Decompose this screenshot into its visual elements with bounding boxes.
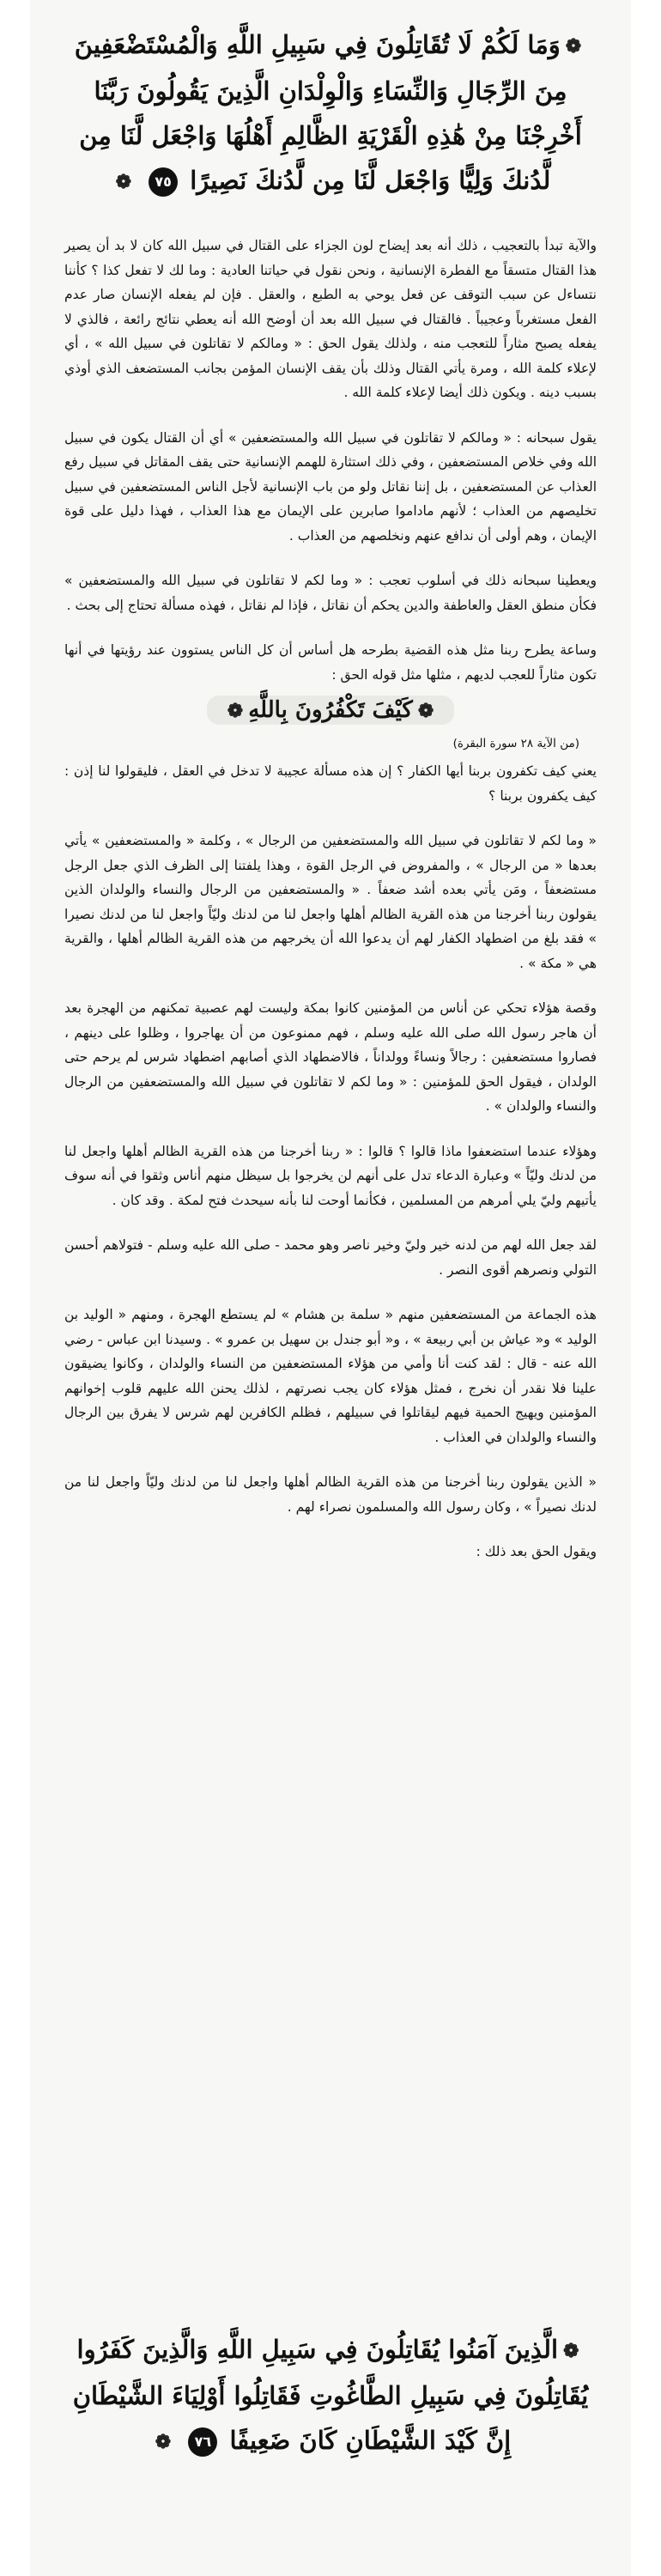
commentary-paragraph: وقصة هؤلاء تحكي عن أناس من المؤمنين كانوا بمكة وليست لهم عصبية تمكنهم من الهجرة بعد أن هاجر رسول الله صلى الله عليه وسلم ، فهم ممنوعون من أن يهاجروا ، وظلوا على دينهم ، فصاروا مستضعفين : رجالاً ونساءً وولداناً ، فالاضطهاد الذي أصابهم اضطهاد شرس لم يرحم حتى الولدان ، فيقول الحق للمؤمنين : « وما لكم لا تقاتلون في سبيل الله والمستضعفين من الرجال والنساء والولدان » . (64, 1000, 597, 1114)
quran-verse-bottom (30, 2327, 631, 2464)
verse-line (52, 2418, 609, 2464)
ornament-icon: ❁ (417, 700, 434, 722)
ornament-icon: ❁ (227, 700, 244, 722)
ornament-icon: ❁ (565, 35, 582, 58)
verse-line-text: إِنَّ كَيْدَ الشَّيْطَانِ كَانَ ضَعِيفًا (229, 2426, 512, 2455)
inline-quran-quote (30, 696, 631, 725)
verse-line (52, 22, 609, 69)
quote-verse: كَيْفَ تَكْفُرُونَ بِاللَّهِ (248, 697, 413, 723)
ayah-number-badge: ٧٥ (149, 167, 178, 197)
ornament-icon: ❁ (155, 2431, 172, 2453)
commentary-paragraph: ويعطينا سبحانه ذلك في أسلوب تعجب : « وما لكم لا تقاتلون في سبيل الله والمستضعفين » فكأن منطق العقل والعاطفة والدين يحكم أن نقاتل ، فإذا لم نقاتل ، فهذه مسألة تحتاج إلى بحث . (64, 573, 597, 613)
verse-line-text: لَّدُنكَ وَلِيًّا وَاجْعَل لَّنَا مِن لَّدُنكَ نَصِيرًا (190, 166, 551, 195)
commentary-paragraph: هذه الجماعة من المستضعفين منهم « سلمة بن هشام » لم يستطع الهجرة ، ومنهم « الوليد بن الوليد » و« عياش بن أبي ربيعة » ، و« أبو جندل بن سهيل بن عمرو » . وسيدنا ابن عباس - رضي الله عنه - قال : لقد كنت أنا وأمي من هؤلاء المستضعفين من النساء والولدان ، وكانوا يضيقون علينا فلا نقدر أن نخرج ، فمثل هؤلاء كان يجب نصرتهم ، لذلك يحنن الله عليهم قلوب إخوانهم المؤمنين ويهيج الحمية فيهم ليقاتلوا في سبيلهم ، فظلم الكافرين لهم شرس لا يفرق بين الرجال والنساء والولدان في العذاب . (64, 1307, 597, 1445)
commentary-paragraph: « الذين يقولون ربنا أخرجنا من هذه القرية الظالم أهلها واجعل لنا من لدنك وليّاً واجعل لنا من لدنك نصيراً » ، وكان رسول الله والمسلمون نصراء لهم . (64, 1474, 597, 1515)
verse-line-text: وَمَا لَكُمْ لَا تُقَاتِلُونَ فِي سَبِيلِ اللَّهِ وَالْمُسْتَضْعَفِينَ (74, 30, 561, 59)
commentary-paragraph: ويقول الحق بعد ذلك : (476, 1544, 597, 1559)
verse-line: يُقَاتِلُونَ فِي سَبِيلِ الطَّاغُوتِ فَقَاتِلُوا أَوْلِيَاءَ الشَّيْطَانِ (72, 2381, 589, 2410)
book-page (30, 0, 631, 2576)
commentary-paragraph: والآية تبدأ بالتعجيب ، ذلك أنه بعد إيضاح لون الجزاء على القتال في سبيل الله كان لا بد أن يصير هذا القتال متسقاً مع الفطرة الإنسانية ، ونحن نقول في حياتنا العادية : وما لك لا تفعل كذا ؟ كأننا نتساءل عن سبب التوقف عن فعل يوحي به الطبع ، والعقل . فإن لم يفعله الإنسان صار عدم الفعل مستغرباً وعجيباً . فالقتال في سبيل الله بعد أن أوضح الله أنه يعطي نتائج رائعة ، فالذي لا يفعله يصبح مثاراً للتعجب منه ، ولذلك يقول الحق : « ومالكم لا تقاتلون في سبيل الله » ، أي لإعلاء كلمة الله ، ومرة يأتي القتال وذلك بأن يقف الإنسان المؤمن بجانب المستضعف الذي أوذي بسبب دينه . ويكون ذلك أيضا لإعلاء كلمة الله . (64, 238, 597, 400)
verse-line-text: الَّذِينَ آمَنُوا يُقَاتِلُونَ فِي سَبِيلِ اللَّهِ وَالَّذِينَ كَفَرُوا (76, 2335, 559, 2364)
commentary-paragraph: يعني كيف تكفرون بربنا أيها الكفار ؟ إن هذه مسألة عجيبة لا تدخل في العقل ، فليقولوا لنا إذن : كيف يكفرون بربنا ؟ (64, 763, 597, 804)
ayah-number-badge: ٧٦ (188, 2427, 217, 2457)
verse-line: مِنَ الرِّجَالِ وَالنِّسَاءِ وَالْوِلْدَانِ الَّذِينَ يَقُولُونَ رَبَّنَا (94, 76, 567, 106)
quote-text (207, 696, 455, 725)
ornament-icon: ❁ (563, 2340, 579, 2362)
commentary-paragraph: لقد جعل الله لهم من لدنه خير وليّ وخير ناصر وهو محمد - صلى الله عليه وسلم - فتولاهم أحسن التولي ونصرهم أقوى النصر . (64, 1237, 597, 1278)
verse-line: أَخْرِجْنَا مِنْ هَٰذِهِ الْقَرْيَةِ الظَّالِمِ أَهْلُهَا وَاجْعَل لَّنَا مِن (79, 121, 582, 150)
verse-line (52, 2327, 609, 2373)
ornament-icon: ❁ (115, 171, 132, 193)
commentary-paragraph: يقول سبحانه : « ومالكم لا تقاتلون في سبيل الله والمستضعفين » أي أن القتال يكون في سبيل الله وفي خلاص المستضعفين ، وفي ذلك استثارة للهمم الإنسانية حتى يقف المقاتل في سبيل رفع العذاب عن المستضعفين ، بل إننا نقاتل ولو من باب الإنسانية لأجل الناس المستضعفين في سبيل تخليصهم من العذاب ؛ لأنهم ماداموا صابرين على الإيمان مع هذا العذاب ، فهذا دليل على قوة الإيمان ، وهم أولى أن ندافع عنهم ونخلصهم من العذاب . (64, 429, 597, 544)
commentary-paragraph: وهؤلاء عندما استضعفوا ماذا قالوا ؟ قالوا : « ربنا أخرجنا من هذه القرية الظالم أهلها واجعل لنا من لدنك وليّاً » وعبارة الدعاء تدل على أنهم لن يخرجوا بل سيظل منهم أناس وثقوا في أنه سوف يأتيهم وليّ يلي أمرهم من المسلمين ، فكأنما أوحت لنا بأنه سيحدث فتح لمكة . وقد كان . (64, 1143, 597, 1208)
commentary-paragraph: وساعة يطرح ربنا مثل هذه القضية بطرحه هل أساس أن كل الناس يستوون عند رؤيتها في أنها تكون مثاراً للعجب لديهم ، مثلها مثل قوله الحق : (64, 642, 597, 683)
verse-line (52, 158, 609, 204)
commentary-paragraph: « وما لكم لا تقاتلون في سبيل الله والمستضعفين من الرجال » ، وكلمة « والمستضعفين » يأتي بعدها « من الرجال » ، والمفروض في الرجل القوة ، وهذا يلفتنا إلى الظرف الذي جعل الرجل مستضعفاً ، ومَن يأتي بعده أشد ضعفاً . « والمستضعفين من الرجال والنساء والولدان الذين يقولون ربنا أخرجنا من هذه القرية الظالم أهلها واجعل لنا من لدنك وليّاً واجعل لنا من لدنك نصيرا » فقد بلغ من اضطهاد الكفار لهم أن يدعوا الله أن يخرجهم من هذه القرية الظالم أهلها ، والقرية هي « مكة » . (64, 833, 597, 971)
quran-verse-top (30, 0, 631, 204)
verse-reference: (من الآية ٢٨ سورة البقرة) (452, 737, 579, 750)
